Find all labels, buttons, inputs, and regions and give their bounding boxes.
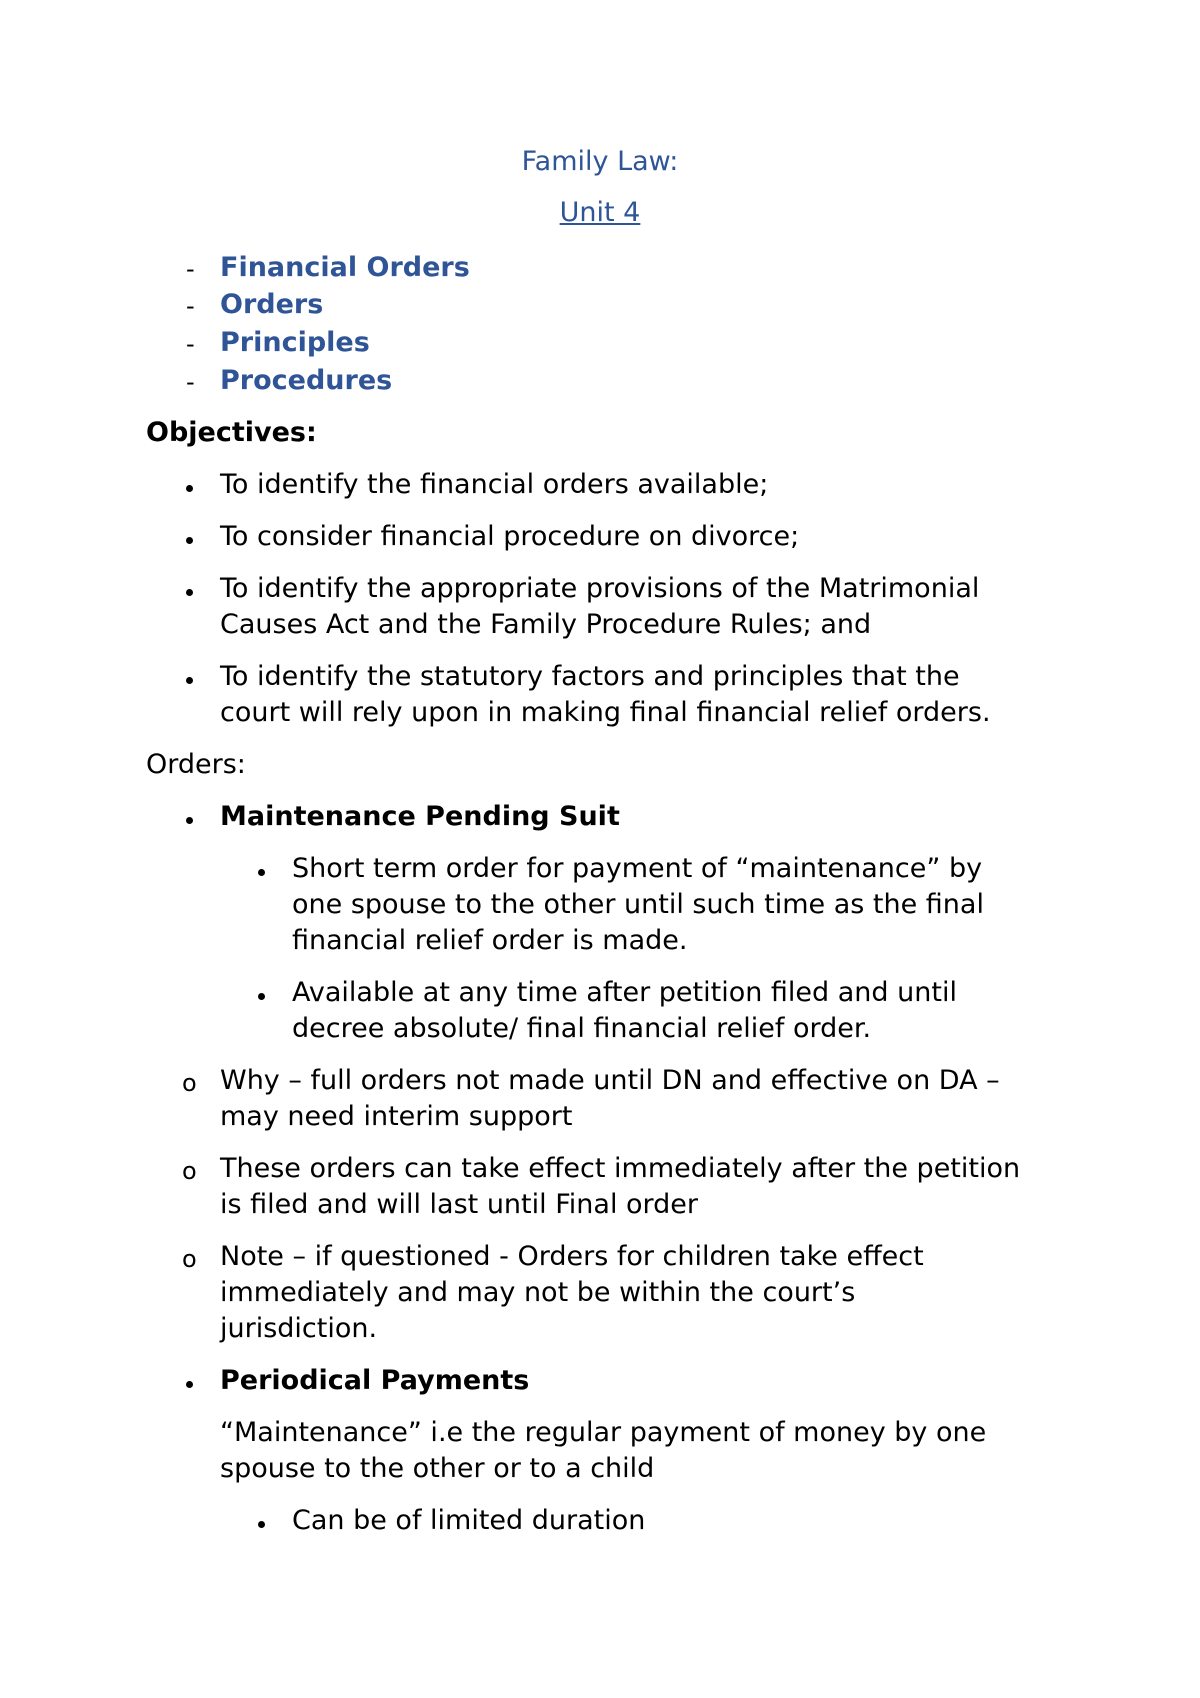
bullet-icon <box>186 537 193 544</box>
topic-item: Financial Orders <box>220 252 470 283</box>
note-item: These orders can take effect immediately after the petition <box>220 1153 1021 1184</box>
maintenance-point-continued: decree absolute/ final financial relief order. <box>292 1013 872 1044</box>
maintenance-point-continued: one spouse to the other until such time as the final <box>292 889 984 920</box>
objective-item-continued: Causes Act and the Family Procedure Rules; and <box>220 609 872 640</box>
sub-bullet-icon <box>258 993 265 1000</box>
objective-item: To identify the statutory factors and principles that the <box>220 661 960 692</box>
topic-item: Orders <box>220 289 324 320</box>
topic-item: Principles <box>220 327 370 358</box>
bullet-icon <box>186 1381 193 1388</box>
periodical-description: “Maintenance” i.e the regular payment of money by one <box>220 1417 987 1448</box>
periodical-point: Can be of limited duration <box>292 1505 646 1536</box>
topic-dash-marker: - <box>186 255 195 283</box>
unit-heading: Unit 4 <box>559 197 641 228</box>
objective-item: To consider financial procedure on divorce; <box>220 521 800 552</box>
maintenance-point: Short term order for payment of “maintenance” by <box>292 853 983 884</box>
circle-bullet-icon: o <box>182 1157 197 1185</box>
topic-dash-marker: - <box>186 292 195 320</box>
note-item-continued: immediately and may not be within the court’s <box>220 1277 856 1308</box>
periodical-description-continued: spouse to the other or to a child <box>220 1453 655 1484</box>
bullet-icon <box>186 677 193 684</box>
maintenance-point: Available at any time after petition filed and until <box>292 977 957 1008</box>
circle-bullet-icon: o <box>182 1069 197 1097</box>
sub-bullet-icon <box>258 869 265 876</box>
note-item-continued: jurisdiction. <box>220 1313 378 1344</box>
bullet-icon <box>186 485 193 492</box>
bullet-icon <box>186 589 193 596</box>
circle-bullet-icon: o <box>182 1245 197 1273</box>
note-item-continued: may need interim support <box>220 1101 573 1132</box>
objectives-heading: Objectives: <box>146 417 317 448</box>
topic-dash-marker: - <box>186 368 195 396</box>
topic-item: Procedures <box>220 365 393 396</box>
objective-item: To identify the appropriate provisions of the Matrimonial <box>220 573 980 604</box>
document-title: Family Law: <box>521 146 679 177</box>
periodical-heading: Periodical Payments <box>220 1365 530 1396</box>
maintenance-point-continued: financial relief order is made. <box>292 925 688 956</box>
note-item: Why – full orders not made until DN and effective on DA – <box>220 1065 1000 1096</box>
maintenance-heading: Maintenance Pending Suit <box>220 801 620 832</box>
objective-item-continued: court will rely upon in making final financial relief orders. <box>220 697 991 728</box>
note-item-continued: is filed and will last until Final order <box>220 1189 699 1220</box>
bullet-icon <box>186 817 193 824</box>
topic-dash-marker: - <box>186 330 195 358</box>
sub-bullet-icon <box>258 1521 265 1528</box>
objective-item: To identify the financial orders available; <box>220 469 769 500</box>
note-item: Note – if questioned - Orders for children take effect <box>220 1241 924 1272</box>
orders-heading: Orders: <box>146 749 246 780</box>
